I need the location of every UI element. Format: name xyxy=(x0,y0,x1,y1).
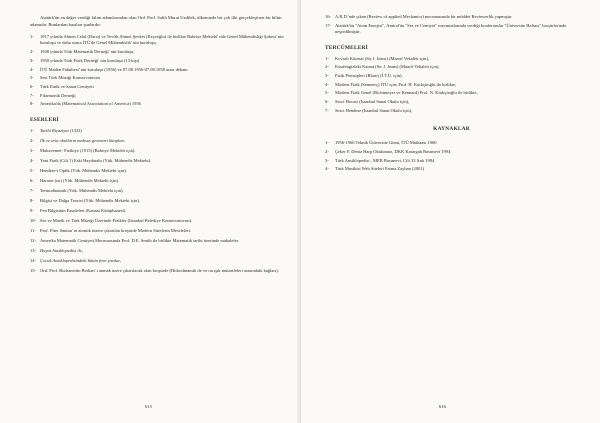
list-item xyxy=(30,198,286,204)
list-item xyxy=(325,82,578,88)
list-item xyxy=(30,158,286,164)
translations-heading: TERCÜMELERİ xyxy=(325,44,368,51)
item-text: İTÜ Maden Fakültesi' nin kuruluşu (1956) ve 07.08.1956-07.08.1958 arası dekanı xyxy=(40,66,188,72)
item-number: 14- xyxy=(30,257,36,263)
list-item xyxy=(325,73,578,79)
item-number: 2- xyxy=(30,49,34,55)
list-item xyxy=(325,64,578,70)
item-number: 6- xyxy=(30,177,34,183)
item-number: 8- xyxy=(30,101,34,107)
item-number: 6- xyxy=(30,83,34,89)
item-text: Kovarlı Kütesai (Sir J. Jeans) (Maarif Vekaleti için), xyxy=(335,55,430,61)
page-number-right: 616 xyxy=(439,404,446,409)
item-text: Yeni Fizik (Cilt 1) Eski Haydarabı (Yük. Mühendis Mektebi). xyxy=(40,157,152,163)
references-list xyxy=(325,140,578,173)
list-item xyxy=(30,75,286,81)
item-number: 3- xyxy=(30,57,34,63)
item-number: 6- xyxy=(325,99,329,105)
list-item xyxy=(30,258,286,264)
item-number: 1- xyxy=(30,127,34,133)
item-text: Türk Ansiklopedisi , MEB Basımevi, Cilt 33 Ank 1984 xyxy=(335,157,435,163)
item-text: Modern Fizik Genel (Richtmeyer ve Kennard) Prof. N. Kürkçüoğlu ile birlikte, xyxy=(335,90,478,96)
item-number: 2- xyxy=(325,148,329,154)
works-continued-list xyxy=(325,14,578,36)
item-number: 7- xyxy=(30,187,34,193)
list-item xyxy=(30,93,286,99)
item-text: Türk Etnik ve Sanat Cemiyeti xyxy=(40,83,94,89)
item-text: Ord. Prof. Burhanettin Berkan' ı anmak üzere çıkarılacak olan broşürde (Hidrodinamik ile ve on ışık mütarifeleri arasındaki bağları). xyxy=(40,267,279,273)
item-number: 7- xyxy=(325,107,329,113)
item-number: 1- xyxy=(30,34,34,39)
item-text: Prof. Piter Santan' ın atomik tüzere çıkarılan broşürde Modern Sürelerin Meseleleri. xyxy=(40,227,192,233)
item-number: 3- xyxy=(325,72,329,78)
list-item xyxy=(30,128,286,134)
item-number: 10- xyxy=(30,217,36,223)
item-number: 9- xyxy=(30,207,34,213)
list-item xyxy=(325,23,578,36)
item-number: 15- xyxy=(30,267,36,273)
item-number: 11- xyxy=(30,227,36,233)
list-item xyxy=(30,138,286,144)
item-text: Termodinamik (Yük. Mühendis Mektebi için). xyxy=(40,187,124,193)
list-item xyxy=(30,58,286,64)
item-text: Mukavemet- Fizikiye (1915) (Bahriye Mektebi için). xyxy=(40,147,136,153)
list-item xyxy=(325,99,578,105)
list-item xyxy=(30,34,286,47)
intro-paragraph: Atatürk'ün en değer verdiği bilim adamlarından olan Ord. Prof. Salih Murat Uzdilek, ülkemizde bir çok ilki gerçekleştiren bir bilim adamıdır. Bunlardan bazıları şunlardır: xyxy=(30,15,282,27)
item-number: 5- xyxy=(30,75,34,81)
item-text: Fen Bilgisinin Fasıdeleri (Kanaat Kütüphanesi). xyxy=(40,207,127,213)
item-text: Türk Musikisi Web Siteleri Fatma Zayhan (2001) xyxy=(335,166,425,172)
item-number: 17- xyxy=(325,22,331,28)
list-item xyxy=(30,148,286,154)
firsts-list xyxy=(30,34,286,108)
list-item xyxy=(325,158,578,164)
item-number: 4- xyxy=(30,157,34,163)
item-text: 1917 yılında Ahmet Celal (Darsi) ve Tevfik Ahmet Şevket (Keçeoğlu) ile birlikte Bahriye Mektebi' nde Genel Mühendisliği Şubesi' nin kuruluşu ve daha sonra İTÜ'de Genel Mühendislik' nin kuruluşu, xyxy=(40,34,284,46)
works-heading: ESERLERİ xyxy=(30,116,59,123)
item-text: Sesci Hendese (İstanbul Sanat Okulu için), xyxy=(335,107,413,113)
item-text: Hayat Ansiklopedisi ile, xyxy=(40,247,84,253)
item-text: A.B.D.'nde çıkan (Review of applied Mechanics) mecmuasında bir müddet Reviewerlik yapmıştır. xyxy=(335,14,513,19)
item-text: Ses ve Müzik ve Türk Müziği Üzerinde Fizikler (İstanbul Belediye Konservatuvarı). xyxy=(40,217,193,223)
list-item xyxy=(325,56,578,62)
item-text: Sesi Türk Müziği Konservatuvarı xyxy=(40,75,101,81)
list-item xyxy=(30,268,286,274)
item-text: Hendese-i Optik (Yük. Mühendis Mektebi için). xyxy=(40,167,127,173)
item-number: 16- xyxy=(325,14,331,19)
list-item xyxy=(30,208,286,214)
list-item xyxy=(30,84,286,90)
item-number: 1- xyxy=(325,55,329,61)
item-text: Filarmonik Derneği xyxy=(40,92,76,98)
item-number: 8- xyxy=(30,197,34,203)
list-item xyxy=(30,168,286,174)
item-number: 2- xyxy=(325,64,329,70)
references-heading: KAYNAKLAR xyxy=(433,126,470,133)
item-number: 12- xyxy=(30,237,36,243)
list-item xyxy=(30,218,286,224)
translations-list xyxy=(325,56,578,115)
item-number: 3- xyxy=(30,147,34,153)
item-text: Sesci Hocası (İstanbul Sanat Okulu için), xyxy=(335,99,410,105)
list-item xyxy=(30,228,286,234)
item-number: 5- xyxy=(325,90,329,96)
right-page xyxy=(300,0,600,423)
item-number: 7- xyxy=(30,92,34,98)
item-text: İlk ve orta okulların mahsus geometri kitapları. xyxy=(40,137,126,143)
item-number: 2- xyxy=(30,137,34,143)
item-text: Modern Fizik (Semnerç) İTÜ için; Prof. H. Kürkçüoğlu ile birlikte, xyxy=(335,81,457,87)
item-text: Bilgisi ve Dalga Teorisi (Yük. Mühendis Mektebi için). xyxy=(40,197,140,203)
item-number: 4- xyxy=(325,166,329,172)
item-text: Fizik Prensipleri (Blom) (İ.T.Ü. için), xyxy=(335,72,403,78)
list-item xyxy=(325,149,578,155)
list-item xyxy=(325,90,578,96)
item-number: 4- xyxy=(30,66,34,72)
item-text: Çeker F. Deniz Harp Okulumuz, DKK Karargah Basımevi 1994 xyxy=(335,148,451,154)
list-item xyxy=(30,67,286,73)
item-text: Esrafengizleki Kainat (Sir J. Jeans) (Maarif Vekaleti için), xyxy=(335,64,440,70)
item-text: Çocuk Ansiklopedisindeki bütün fene yazılar, xyxy=(40,257,121,263)
item-number: 5- xyxy=(30,167,34,173)
list-item xyxy=(325,108,578,114)
item-text: Tarihi Riyaziyat (1325) xyxy=(40,127,82,133)
item-text: Hararet (ısı) (Yük. Mühendis Mektebi için). xyxy=(40,177,120,183)
list-item xyxy=(325,140,578,146)
item-number: 13- xyxy=(30,247,36,253)
item-text: 1950 yılında Türk Fizik Derneği' nin kuruluşu (13 kişi) xyxy=(40,57,140,63)
item-text: Amerika Matematik Cemiyeti Mecmuasında Prof. D.E. Smith ile birlikte Matematik tarihi üzerinde makaleler. xyxy=(40,237,239,243)
page-number-left: 615 xyxy=(145,404,152,409)
item-number: 4- xyxy=(325,81,329,87)
item-text: Amerika'da (Matematical Association of America) 1936 xyxy=(40,101,141,107)
item-text: 1956-1960 Teknik Üniversite Günü, İTÜ Matbaası 1960 xyxy=(335,140,437,146)
item-number: 3- xyxy=(325,157,329,163)
list-item xyxy=(30,238,286,244)
list-item xyxy=(30,188,286,194)
list-item xyxy=(325,166,578,172)
list-item xyxy=(30,101,286,107)
list-item xyxy=(30,178,286,184)
works-list xyxy=(30,128,286,274)
list-item xyxy=(325,14,578,20)
list-item xyxy=(30,248,286,254)
item-text: Atatürk'ün "Atom Enerjisi", Amiral'ün "Ses ve Cemiyet" mecmualarında verdiği konferanslar "Üniversite Haftası" broşürlerinde neşredilmiştir. xyxy=(335,22,567,35)
list-item xyxy=(30,49,286,55)
item-number: 1- xyxy=(325,140,329,146)
item-text: 1948 yılında Türk Matematik Derneği' nin kuruluşu, xyxy=(40,49,135,55)
